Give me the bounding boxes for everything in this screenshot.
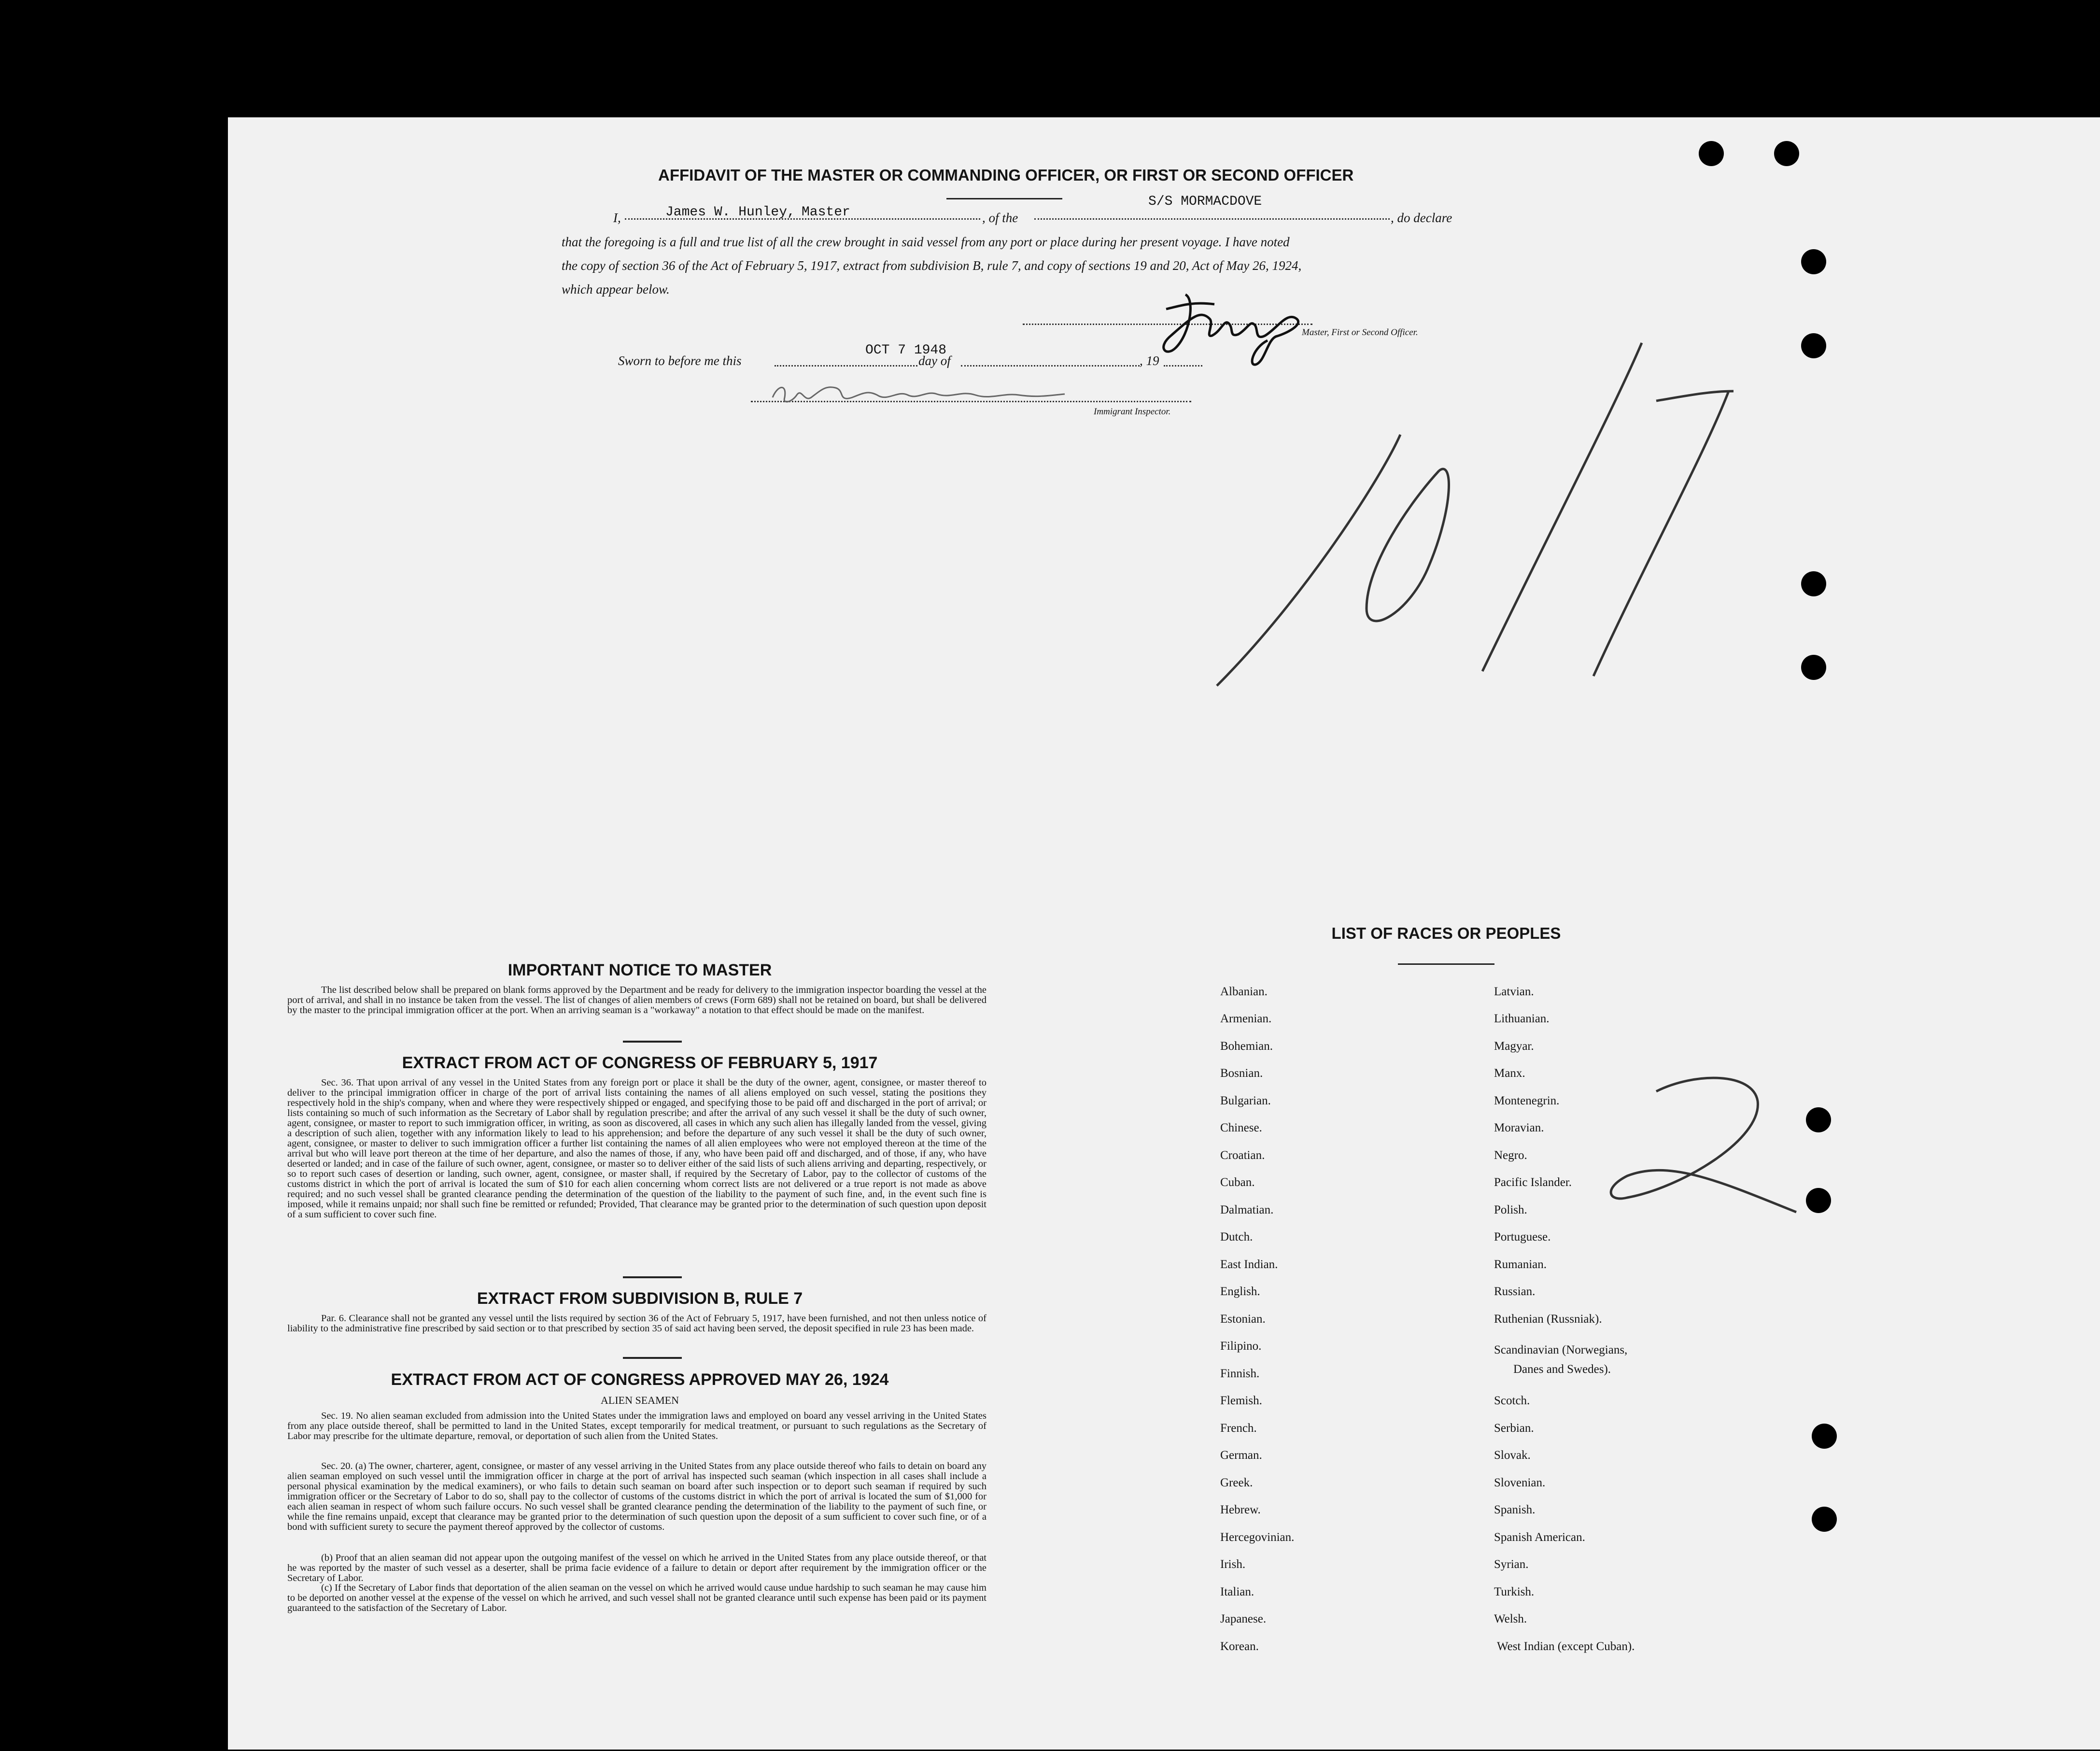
affidavit-text-line: the copy of section 36 of the Act of February 5, 1917, extract from subdivision B, rule 7, and copy of sections 19 and 20, Act of May 26, 1924,: [562, 258, 1302, 273]
month-line: [961, 365, 1140, 367]
race-item: Estonian.: [1220, 1313, 1266, 1326]
race-item: Portuguese.: [1494, 1230, 1551, 1243]
affidavit-text-line: that the foregoing is a full and true list of all the crew brought in said vessel from any port or place during her present voyage. I have noted: [562, 235, 1290, 249]
race-item: Scandinavian (Norwegians,: [1494, 1343, 1628, 1356]
sworn-label: Sworn to before me this: [618, 353, 742, 368]
punch-hole: [1812, 1507, 1837, 1532]
i-label: I,: [613, 211, 621, 225]
of-the-label: , of the: [982, 211, 1018, 225]
extract-1917-title: EXTRACT FROM ACT OF CONGRESS OF FEBRUARY 5, 1917: [402, 1054, 878, 1072]
master-name: James W. Hunley,: [665, 205, 795, 220]
race-item: Negro.: [1494, 1149, 1527, 1162]
race-item: Bosnian.: [1220, 1067, 1263, 1080]
race-item: Manx.: [1494, 1067, 1525, 1080]
race-item: Danes and Swedes).: [1513, 1363, 1611, 1376]
inspector-caption: Immigrant Inspector.: [1094, 407, 1171, 417]
race-item: Croatian.: [1220, 1149, 1265, 1162]
sec20c-text: (c) If the Secretary of Labor finds that deportation of the alien seaman on the vessel on which he arrived would cause undue hardship to such seaman he may cause him to be deported on another vessel at the expense of the vessel on which he arrived, and such vessel shall not be granted clearance until such expense has been paid or its payment guaranteed to the satisfaction of the Secretary of Labor.: [287, 1582, 987, 1613]
race-item: Hercegovinian.: [1220, 1531, 1295, 1544]
day-line: [775, 365, 917, 367]
handwritten-number: [1598, 1072, 1801, 1227]
race-item: Pacific Islander.: [1494, 1176, 1572, 1189]
race-item: Cuban.: [1220, 1176, 1255, 1189]
section-divider: [623, 1041, 682, 1043]
race-item: Bulgarian.: [1220, 1094, 1271, 1107]
punch-hole: [1806, 1188, 1831, 1213]
race-item: Korean.: [1220, 1640, 1259, 1653]
race-item: Polish.: [1494, 1203, 1527, 1216]
race-item: Dalmatian.: [1220, 1203, 1274, 1216]
race-item: Flemish.: [1220, 1394, 1262, 1407]
punch-hole: [1806, 1107, 1831, 1132]
punch-hole: [1812, 1424, 1837, 1449]
section-divider: [623, 1357, 682, 1359]
day-of-label: day of: [918, 353, 951, 368]
do-declare-label: , do declare: [1391, 211, 1452, 225]
vessel-name: S/S MORMACDOVE: [1148, 194, 1262, 209]
races-title: LIST OF RACES OR PEOPLES: [1331, 924, 1561, 942]
race-item: English.: [1220, 1285, 1260, 1298]
inspector-signature: [768, 376, 1067, 410]
race-item: Welsh.: [1494, 1612, 1527, 1625]
race-item: Latvian.: [1494, 985, 1534, 998]
race-item: Turkish.: [1494, 1585, 1535, 1598]
race-item: German.: [1220, 1449, 1262, 1462]
race-item: Spanish American.: [1494, 1531, 1585, 1544]
race-item: Russian.: [1494, 1285, 1536, 1298]
race-item: Ruthenian (Russniak).: [1494, 1313, 1602, 1326]
sec19-text: Sec. 19. No alien seaman excluded from admission into the United States under the immigration laws and employed on board any vessel arriving in the United States from any place outside thereof, shall be permitted to land in the United States, except temporarily for medical treatment, or pursuant to such regulations as the Secretary of Labor may prescribe for the ultimate departure, removal, or deportation of such alien from the United States.: [287, 1411, 987, 1441]
sec20a-text: Sec. 20. (a) The owner, charterer, agent, consignee, or master of any vessel arriving in the United States from any place outside thereof who fails to detain on board any alien seaman employed on such vessel until the immigration officer in charge at the port of arrival has inspected such seaman (which inspection in all cases shall include a personal physical examination by the medical examiners), or who fails to detain such seaman on board after such inspection or to deport such seaman if required by such immigration officer or the Secretary of Labor to do so, shall pay to the collector of customs of the customs district in which the port of arrival is located the sum of $1,000 for each alien seaman in respect of whom such failure occurs. No such vessel shall be granted clearance pending the determination of the liability to the payment of such fine, or while the fine remains unpaid, except that clearance may be granted prior to the determination of such question upon the deposit of a sum sufficient to cover such fine, or of a bond with sufficient surety to secure the payment thereof approved by the collector of customs.: [287, 1461, 987, 1532]
race-item: Scotch.: [1494, 1394, 1530, 1407]
notice-title: IMPORTANT NOTICE TO MASTER: [507, 961, 772, 979]
races-divider: [1398, 963, 1494, 965]
race-item: Serbian.: [1494, 1422, 1534, 1435]
race-item: French.: [1220, 1422, 1257, 1435]
vessel-line: [1034, 218, 1390, 220]
master-rank: Master: [802, 205, 850, 220]
rank-underline: [946, 198, 1062, 199]
race-item: Armenian.: [1220, 1012, 1272, 1025]
race-item: Irish.: [1220, 1558, 1246, 1571]
punch-hole: [1699, 141, 1724, 166]
race-item: Lithuanian.: [1494, 1012, 1550, 1025]
race-item: Montenegrin.: [1494, 1094, 1560, 1107]
date-stamp: OCT 7 1948: [865, 343, 947, 358]
section-divider: [623, 1276, 682, 1278]
sec20b-text: (b) Proof that an alien seaman did not appear upon the outgoing manifest of the vessel on which he arrived in the United States from any place outside thereof, or that he was reported by the master of such vessel as a deserter, shall be prima facie evidence of a failure to detain or deport after requirement by the immigration officer or the Secretary of Labor.: [287, 1553, 987, 1583]
race-item: Bohemian.: [1220, 1040, 1273, 1053]
race-item: Magyar.: [1494, 1040, 1534, 1053]
race-item: Rumanian.: [1494, 1258, 1547, 1271]
race-item: Chinese.: [1220, 1121, 1262, 1134]
extract-rule7-title: EXTRACT FROM SUBDIVISION B, RULE 7: [477, 1289, 803, 1308]
race-item: Italian.: [1220, 1585, 1254, 1598]
race-item: Hebrew.: [1220, 1503, 1261, 1516]
year-prefix: , 19: [1140, 353, 1159, 368]
race-item: West Indian (except Cuban).: [1497, 1640, 1635, 1653]
race-item: Filipino.: [1220, 1340, 1262, 1353]
race-item: Spanish.: [1494, 1503, 1536, 1516]
affidavit-text-line: which appear below.: [562, 282, 670, 297]
race-item: Dutch.: [1220, 1230, 1253, 1243]
race-item: East Indian.: [1220, 1258, 1278, 1271]
race-item: Finnish.: [1220, 1367, 1260, 1380]
handwritten-number: [1207, 338, 1811, 695]
race-item: Greek.: [1220, 1476, 1253, 1489]
punch-hole: [1774, 141, 1799, 166]
alien-seamen-subtitle: ALIEN SEAMEN: [601, 1394, 679, 1406]
extract-rule7-text: Par. 6. Clearance shall not be granted any vessel until the lists required by section 36 of the Act of February 5, 1917, have been furnished, and not then unless notice of liability to the administrative fine prescribed by said section or to that prescribed by section 35 of said act having been served, the deposit specified in rule 23 has been made.: [287, 1313, 987, 1334]
signer-caption: Master, First or Second Officer.: [1302, 327, 1418, 338]
race-item: Albanian.: [1220, 985, 1268, 998]
extract-1917-text: Sec. 36. That upon arrival of any vessel in the United States from any foreign port or place it shall be the duty of the owner, agent, consignee, or master thereof to deliver to the principal immigration officer in charge of the port of arrival lists containing the names of all aliens employed on such vessel, stating the positions they respectively hold in the ship's company, when and where they were respectively shipped or engaged, and specifying those to be paid off and discharged in the port of arrival; or lists containing so much of such information as the Secretary of Labor shall by regulation prescribe; and after the arrival of any such vessel it shall be the duty of such owner, agent, consignee, or master to report to such immigration officer, in writing, as soon as discovered, all cases in which any such alien has illegally landed from the vessel, giving a description of such alien, together with any information likely to lead to his apprehension; and before the departure of any such vessel it shall be the duty of such owner, agent, consignee, or master to deliver to such immigration officer a further list containing the names of all alien employees who were not employed thereon at the time of the arrival but who will leave port thereon at the time of her departure, and also the names of those, if any, who have been paid off and discharged, and of those, if any, who have deserted or landed; and in case of the failure of such owner, agent, consignee, or master so to deliver either of the said lists of such aliens arriving and departing, respectively, or so to report such cases of desertion or landing, such owner, agent, consignee, or master shall, if required by the Secretary of Labor, pay to the collector of customs of the customs district in which the port of arrival is located the sum of $10 for each alien concerning whom correct lists are not delivered or a true report is not made as above required; and no such vessel shall be granted clearance pending the determination of the question of the liability to the payment of such fine, and, in the event such fine is imposed, while it remains unpaid; nor shall such fine be remitted or refunded; Provided, That clearance may be granted prior to the determination of such question upon deposit of a sum sufficient to cover such fine.: [287, 1077, 987, 1220]
race-item: Slovenian.: [1494, 1476, 1546, 1489]
affidavit-title: AFFIDAVIT OF THE MASTER OR COMMANDING OFFICER, OR FIRST OR SECOND OFFICER: [658, 166, 1354, 184]
race-item: Japanese.: [1220, 1612, 1267, 1625]
punch-hole: [1801, 249, 1826, 274]
race-item: Moravian.: [1494, 1121, 1544, 1134]
year-line: [1164, 365, 1202, 367]
race-item: Slovak.: [1494, 1449, 1531, 1462]
race-item: Syrian.: [1494, 1558, 1529, 1571]
extract-1924-title: EXTRACT FROM ACT OF CONGRESS APPROVED MAY 26, 1924: [391, 1370, 889, 1389]
notice-text: The list described below shall be prepared on blank forms approved by the Department and be ready for delivery to the immigration inspector boarding the vessel at the port of arrival, and shall in no instance be taken from the vessel. The list of changes of alien members of crews (Form 689) shall not be retained on board, but shall be delivered by the master to the principal immigration officer at the port. When an arriving seaman is a "workaway" a notation to that effect should be made on the manifest.: [287, 985, 987, 1016]
